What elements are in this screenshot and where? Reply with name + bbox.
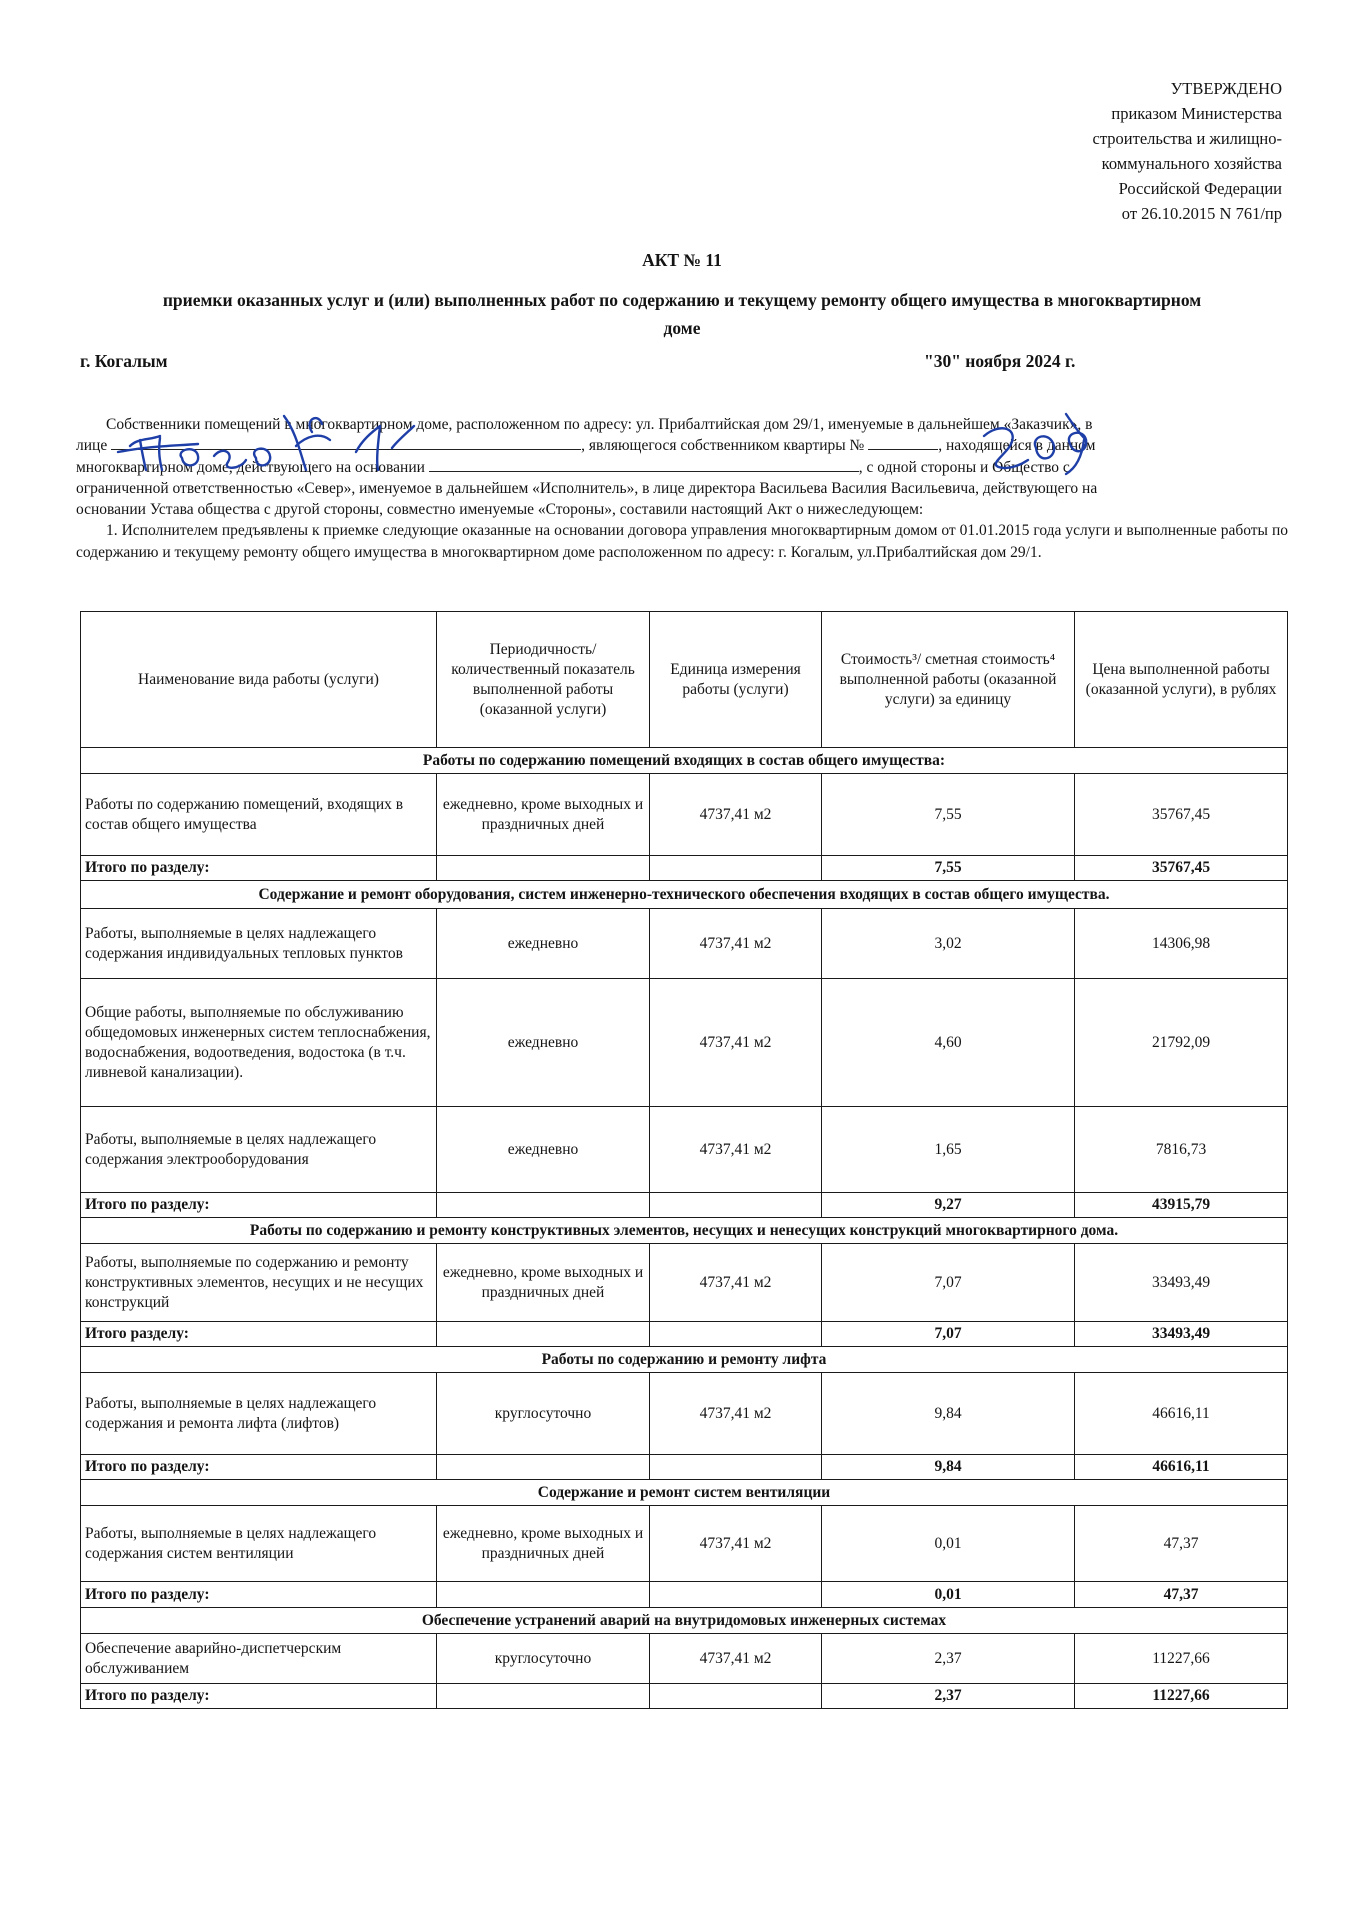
unit-cell: 4737,41 м2 (650, 1373, 822, 1455)
total-price-cell: 43915,79 (1075, 1193, 1288, 1218)
apartment-number-field (868, 435, 938, 450)
total-label: Итого по разделу: (81, 1684, 437, 1709)
empty-cell (437, 856, 650, 881)
table-row (81, 979, 1288, 1107)
work-name-cell: Работы, выполняемые в целях надлежащего содержания и ремонта лифта (лифтов) (81, 1373, 437, 1455)
approval-line: приказом Министерства (1111, 104, 1282, 123)
empty-cell (437, 1582, 650, 1608)
price-cell: 47,37 (1075, 1506, 1288, 1582)
section-total-row (81, 1193, 1288, 1218)
intro-fragment: , находящейся в данном (938, 437, 1096, 455)
period-cell: ежедневно (437, 979, 650, 1107)
empty-cell (650, 1684, 822, 1709)
empty-cell (650, 1322, 822, 1347)
section-title: Работы по содержанию и ремонту конструктивных элементов, несущих и ненесущих конструкций многоквартирного дома. (81, 1218, 1288, 1244)
period-cell: ежедневно, кроме выходных и праздничных дней (437, 1506, 650, 1582)
empty-cell (650, 1455, 822, 1480)
period-cell: ежедневно, кроме выходных и праздничных дней (437, 774, 650, 856)
section-title: Содержание и ремонт оборудования, систем инженерно-технического обеспечения входящих в состав общего имущества. (81, 881, 1288, 909)
total-cost-cell: 7,07 (822, 1322, 1075, 1347)
approval-line: Российской Федерации (1118, 179, 1282, 198)
basis-field (429, 457, 859, 472)
section-title: Работы по содержанию помещений входящих в состав общего имущества: (81, 748, 1288, 774)
empty-cell (437, 1684, 650, 1709)
section-title: Обеспечение устранений аварий на внутридомовых инженерных системах (81, 1608, 1288, 1634)
column-header-period: Периодичность/ количественный показатель выполненной работы (оказанной услуги) (437, 612, 650, 748)
cost-cell: 3,02 (822, 909, 1075, 979)
representative-name-field (111, 435, 581, 450)
total-cost-cell: 2,37 (822, 1684, 1075, 1709)
total-label: Итого разделу: (81, 1322, 437, 1347)
document-subtitle: приемки оказанных услуг и (или) выполненных работ по содержанию и текущему ремонту общего имущества в многоквартирном доме (162, 290, 1202, 338)
empty-cell (650, 1193, 822, 1218)
table-row (81, 1634, 1288, 1684)
work-name-cell: Работы, выполняемые в целях надлежащего содержания индивидуальных тепловых пунктов (81, 909, 437, 979)
total-cost-cell: 7,55 (822, 856, 1075, 881)
empty-cell (650, 856, 822, 881)
empty-cell (650, 1582, 822, 1608)
cost-cell: 2,37 (822, 1634, 1075, 1684)
section-total-row (81, 1322, 1288, 1347)
total-label: Итого по разделу: (81, 856, 437, 881)
table-header-row (81, 612, 1288, 748)
work-name-cell: Работы по содержанию помещений, входящих в состав общего имущества (81, 774, 437, 856)
document-title: АКТ № 11 (642, 250, 722, 270)
total-label: Итого по разделу: (81, 1582, 437, 1608)
total-price-cell: 35767,45 (1075, 856, 1288, 881)
empty-cell (437, 1193, 650, 1218)
period-cell: круглосуточно (437, 1634, 650, 1684)
unit-cell: 4737,41 м2 (650, 1107, 822, 1193)
total-price-cell: 33493,49 (1075, 1322, 1288, 1347)
approval-line: строительства и жилищно- (1092, 129, 1282, 148)
unit-cell: 4737,41 м2 (650, 1506, 822, 1582)
column-header-name: Наименование вида работы (услуги) (81, 612, 437, 748)
intro-fragment: , являющегося собственником квартиры № (581, 437, 865, 455)
total-label: Итого по разделу: (81, 1455, 437, 1480)
document-date: "30" ноября 2024 г. (924, 351, 1076, 371)
unit-cell: 4737,41 м2 (650, 909, 822, 979)
approval-line: коммунального хозяйства (1101, 154, 1282, 173)
unit-cell: 4737,41 м2 (650, 979, 822, 1107)
cost-cell: 0,01 (822, 1506, 1075, 1582)
total-price-cell: 47,37 (1075, 1582, 1288, 1608)
intro-line-5: основании Устава общества с другой стороны, совместно именуемые «Стороны», составили настоящий Акт о нижеследующем: (76, 501, 924, 519)
section-header-row (81, 1608, 1288, 1634)
period-cell: ежедневно (437, 1107, 650, 1193)
approval-line: УТВЕРЖДЕНО (1170, 79, 1282, 98)
table-row (81, 909, 1288, 979)
approval-stamp-block (1093, 76, 1282, 226)
intro-fragment: , с одной стороны и Общество с (858, 458, 1070, 476)
unit-cell: 4737,41 м2 (650, 1244, 822, 1322)
price-cell: 46616,11 (1075, 1373, 1288, 1455)
table-row (81, 1506, 1288, 1582)
section-title: Содержание и ремонт систем вентиляции (81, 1480, 1288, 1506)
intro-fragment: лице (76, 437, 108, 455)
section-header-row (81, 881, 1288, 909)
section-header-row (81, 1218, 1288, 1244)
intro-line-3 (76, 457, 1288, 478)
table-row (81, 1107, 1288, 1193)
price-cell: 21792,09 (1075, 979, 1288, 1107)
document-city: г. Когалым (80, 351, 168, 371)
intro-paragraph-2: 1. Исполнителем предъявлены к приемке следующие оказанные на основании договора управления многоквартирным домом от 01.01.2015 года услуги и выполненные работы по содержанию и текущему ремонту общего имущества в многоквартирном доме расположенном по адресу: г. Когалым, ул.Прибалтийская дом 29/1. (76, 522, 1288, 561)
price-cell: 35767,45 (1075, 774, 1288, 856)
section-total-row (81, 856, 1288, 881)
period-cell: круглосуточно (437, 1373, 650, 1455)
table-row (81, 1244, 1288, 1322)
act-table (80, 611, 1288, 1709)
section-header-row (81, 1480, 1288, 1506)
work-name-cell: Работы, выполняемые по содержанию и ремонту конструктивных элементов, несущих и не несущих конструкций (81, 1244, 437, 1322)
table-row (81, 1373, 1288, 1455)
cost-cell: 7,55 (822, 774, 1075, 856)
section-header-row (81, 748, 1288, 774)
intro-fragment: многоквартирном доме, действующего на основании (76, 458, 425, 476)
section-header-row (81, 1347, 1288, 1373)
section-total-row (81, 1582, 1288, 1608)
intro-line-1: Собственники помещений в многоквартирном доме, расположенном по адресу: ул. Прибалтийская дом 29/1, именуемые в дальнейшем «Заказчик», в (106, 416, 1093, 433)
unit-cell: 4737,41 м2 (650, 1634, 822, 1684)
column-header-cost: Стоимость³/ сметная стоимость⁴ выполненной работы (оказанной услуги) за единицу (822, 612, 1075, 748)
intro-line-4: ограниченной ответственностью «Север», именуемое в дальнейшем «Исполнитель», в лице директора Васильева Василия Васильевича, действующего на (76, 479, 1098, 497)
approval-line: от 26.10.2015 N 761/пр (1121, 204, 1282, 223)
work-name-cell: Обеспечение аварийно-диспетчерским обслуживанием (81, 1634, 437, 1684)
section-total-row (81, 1455, 1288, 1480)
column-header-unit: Единица измерения работы (услуги) (650, 612, 822, 748)
cost-cell: 1,65 (822, 1107, 1075, 1193)
total-cost-cell: 9,84 (822, 1455, 1075, 1480)
price-cell: 33493,49 (1075, 1244, 1288, 1322)
work-name-cell: Общие работы, выполняемые по обслуживанию общедомовых инженерных систем теплоснабжения, водоснабжения, водоотведения, водостока (в т.ч. ливневой канализации). (81, 979, 437, 1107)
total-price-cell: 46616,11 (1075, 1455, 1288, 1480)
cost-cell: 4,60 (822, 979, 1075, 1107)
section-title: Работы по содержанию и ремонту лифта (81, 1347, 1288, 1373)
work-name-cell: Работы, выполняемые в целях надлежащего содержания систем вентиляции (81, 1506, 437, 1582)
table-row (81, 774, 1288, 856)
price-cell: 11227,66 (1075, 1634, 1288, 1684)
empty-cell (437, 1455, 650, 1480)
column-header-price: Цена выполненной работы (оказанной услуги), в рублях (1075, 612, 1288, 748)
empty-cell (437, 1322, 650, 1347)
price-cell: 14306,98 (1075, 909, 1288, 979)
cost-cell: 7,07 (822, 1244, 1075, 1322)
intro-text (76, 414, 1288, 563)
section-total-row (81, 1684, 1288, 1709)
total-cost-cell: 0,01 (822, 1582, 1075, 1608)
total-price-cell: 11227,66 (1075, 1684, 1288, 1709)
total-cost-cell: 9,27 (822, 1193, 1075, 1218)
cost-cell: 9,84 (822, 1373, 1075, 1455)
unit-cell: 4737,41 м2 (650, 774, 822, 856)
total-label: Итого по разделу: (81, 1193, 437, 1218)
work-name-cell: Работы, выполняемые в целях надлежащего содержания электрооборудования (81, 1107, 437, 1193)
price-cell: 7816,73 (1075, 1107, 1288, 1193)
period-cell: ежедневно (437, 909, 650, 979)
intro-line-2 (76, 435, 1288, 456)
period-cell: ежедневно, кроме выходных и праздничных дней (437, 1244, 650, 1322)
